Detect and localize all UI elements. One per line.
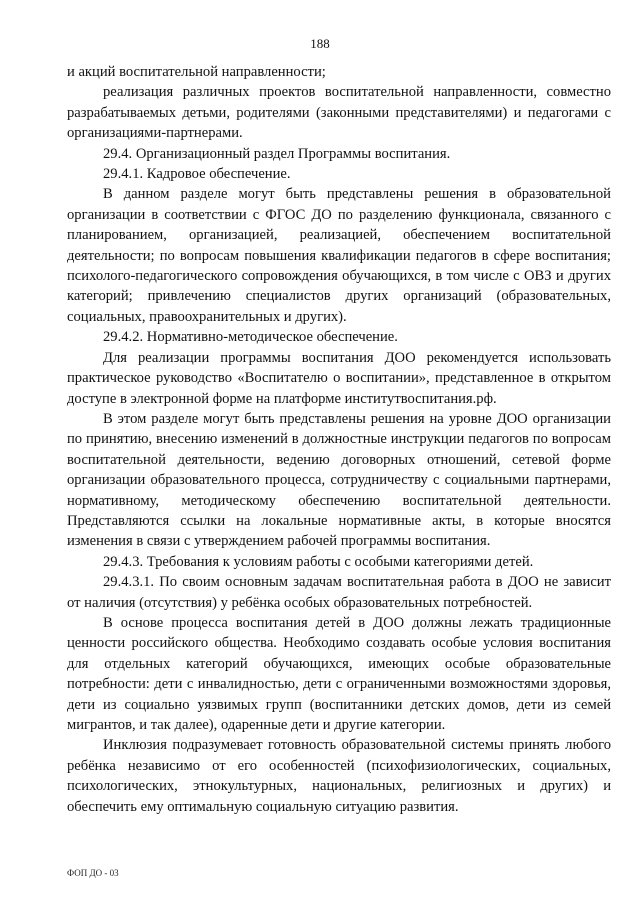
page-number: 188 [310,36,330,51]
paragraph-continuation: и акций воспитательной направленности; [67,64,326,80]
document-body [67,62,611,817]
paragraph-projects: реализация различных проектов воспитательной направленности, совместно разрабатываемых детьми, родителями (законными представителями) и педагогами с организациями-партнерами. [67,84,611,142]
section-heading-organizational: 29.4. Организационный раздел Программы воспитания. [103,145,451,162]
paragraph-guide: Для реализации программы воспитания ДОО рекомендуется использовать практическое руководство «Воспитателю о воспитании», представленное в открытом доступе в электронной форме на платформе институтвоспитания.рф. [67,349,611,407]
subsection-heading-staffing: 29.4.1. Кадровое обеспечение. [103,166,291,183]
paragraph-decisions: В этом разделе могут быть представлены решения на уровне ДОО организации по принятию, внесению изменений в должностные инструкции педагогов по вопросам воспитательной деятельности, ведению договорных отношений, сетевой форме организации образовательного процесса, сотрудничеству с социальными партнерами, нормативному, методическому обеспечению воспитательной деятельности. Представляются ссылки на локальные нормативные акты, в которые вносятся изменения в связи с утверждением рабочей программы воспитания. [67,410,611,550]
document-code-footer: ФОП ДО - 03 [67,868,119,878]
paragraph-inclusion: Инклюзия подразумевает готовность образовательной системы принять любого ребёнка независимо от его особенностей (психофизиологических, социальных, психологических, этнокультурных, национальных, религиозных и других) и обеспечить ему оптимальную социальную ситуацию развития. [67,737,611,815]
subsection-heading-normative: 29.4.2. Нормативно-методическое обеспечение. [103,329,398,346]
paragraph-special-needs: 29.4.3.1. По своим основным задачам воспитательная работа в ДОО не зависит от наличия (отсутствия) у ребёнка особых образовательных потребностей. [67,574,611,611]
paragraph-traditional-values: В основе процесса воспитания детей в ДОО должны лежать традиционные ценности российского общества. Необходимо создавать особые условия воспитания для отдельных категорий обучающихся, имеющих особые образовательные потребности: дети с инвалидностью, дети с ограниченными возможностями здоровья, дети из социально уязвимых групп (воспитанники детских домов, дети из семей мигрантов, и так далее), одаренные дети и другие категории. [67,614,611,733]
subsection-heading-special-categories: 29.4.3. Требования к условиям работы с особыми категориями детей. [103,553,534,570]
paragraph-staffing: В данном разделе могут быть представлены решения в образовательной организации в соответствии с ФГОС ДО по разделению функционала, связанного с планированием, организацией, реализацией, обеспечением воспитательной деятельности; по вопросам повышения квалификации педагогов в сфере воспитания; психолого-педагогического сопровождения обучающихся, в том числе с ОВЗ и других категорий; привлечению специалистов других организаций (образовательных, социальных, правоохранительных и других). [67,186,611,325]
